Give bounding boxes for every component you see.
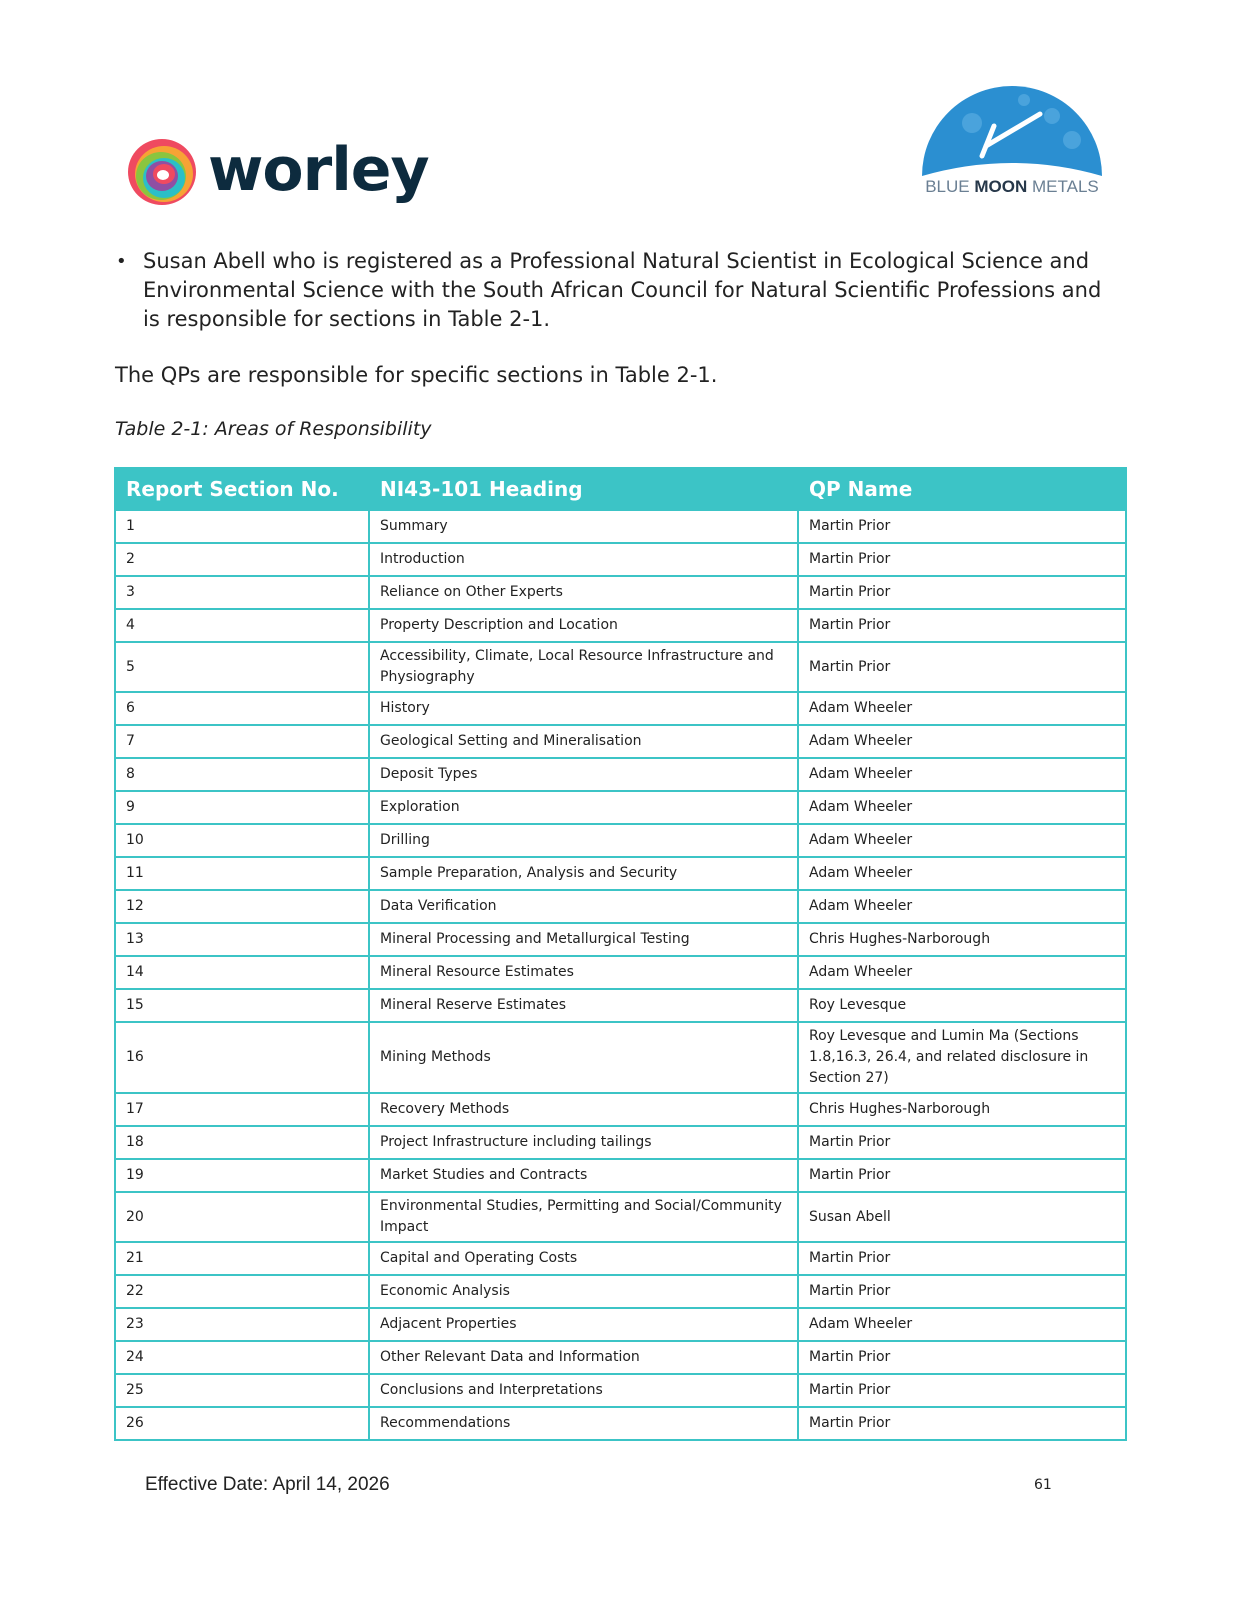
cell-section-no: 23 bbox=[115, 1308, 369, 1341]
cell-section-no: 20 bbox=[115, 1192, 369, 1242]
table-row bbox=[115, 1022, 1126, 1093]
cell-section-no: 10 bbox=[115, 824, 369, 857]
cell-qp-name: Martin Prior bbox=[798, 510, 1126, 543]
cell-qp-name: Martin Prior bbox=[798, 1407, 1126, 1440]
table-row bbox=[115, 1374, 1126, 1407]
cell-heading: Recovery Methods bbox=[369, 1093, 798, 1126]
cell-heading: Mining Methods bbox=[369, 1022, 798, 1093]
header-section-no: Report Section No. bbox=[115, 468, 369, 510]
cell-section-no: 6 bbox=[115, 692, 369, 725]
moon-icon bbox=[912, 78, 1112, 178]
logo-word-blue: BLUE bbox=[925, 177, 970, 196]
header-qp-name: QP Name bbox=[798, 468, 1126, 510]
table-row bbox=[115, 824, 1126, 857]
cell-section-no: 26 bbox=[115, 1407, 369, 1440]
table-row bbox=[115, 1275, 1126, 1308]
effective-date: Effective Date: April 14, 2026 bbox=[145, 1474, 390, 1495]
cell-section-no: 11 bbox=[115, 857, 369, 890]
cell-qp-name: Adam Wheeler bbox=[798, 692, 1126, 725]
cell-qp-name: Adam Wheeler bbox=[798, 956, 1126, 989]
cell-qp-name: Martin Prior bbox=[798, 1374, 1126, 1407]
cell-section-no: 17 bbox=[115, 1093, 369, 1126]
cell-qp-name: Roy Levesque bbox=[798, 989, 1126, 1022]
cell-heading: Mineral Processing and Metallurgical Testing bbox=[369, 923, 798, 956]
cell-qp-name: Martin Prior bbox=[798, 1126, 1126, 1159]
cell-heading: Mineral Resource Estimates bbox=[369, 956, 798, 989]
table-row bbox=[115, 543, 1126, 576]
cell-heading: Recommendations bbox=[369, 1407, 798, 1440]
cell-qp-name: Adam Wheeler bbox=[798, 824, 1126, 857]
cell-qp-name: Chris Hughes-Narborough bbox=[798, 923, 1126, 956]
table-row bbox=[115, 1341, 1126, 1374]
table-row bbox=[115, 791, 1126, 824]
cell-heading: Deposit Types bbox=[369, 758, 798, 791]
table-row bbox=[115, 1242, 1126, 1275]
cell-heading: Property Description and Location bbox=[369, 609, 798, 642]
body-paragraph: The QPs are responsible for specific sections in Table 2-1. bbox=[115, 363, 718, 387]
cell-qp-name: Adam Wheeler bbox=[798, 758, 1126, 791]
table-row bbox=[115, 758, 1126, 791]
cell-section-no: 25 bbox=[115, 1374, 369, 1407]
cell-qp-name: Martin Prior bbox=[798, 1275, 1126, 1308]
cell-section-no: 14 bbox=[115, 956, 369, 989]
worley-logo-text: worley bbox=[208, 135, 429, 205]
cell-section-no: 24 bbox=[115, 1341, 369, 1374]
cell-qp-name: Adam Wheeler bbox=[798, 890, 1126, 923]
cell-section-no: 12 bbox=[115, 890, 369, 923]
cell-heading: Exploration bbox=[369, 791, 798, 824]
cell-section-no: 19 bbox=[115, 1159, 369, 1192]
cell-qp-name: Adam Wheeler bbox=[798, 725, 1126, 758]
cell-qp-name: Roy Levesque and Lumin Ma (Sections 1.8,16.3, 26.4, and related disclosure in Section 27) bbox=[798, 1022, 1126, 1093]
cell-section-no: 7 bbox=[115, 725, 369, 758]
header-heading: NI43-101 Heading bbox=[369, 468, 798, 510]
cell-qp-name: Martin Prior bbox=[798, 1242, 1126, 1275]
logo-word-metals: METALS bbox=[1032, 177, 1099, 196]
cell-qp-name: Adam Wheeler bbox=[798, 857, 1126, 890]
bullet-paragraph: Susan Abell who is registered as a Professional Natural Scientist in Ecological Science and Environmental Science with the South African Council for Natural Scientific Professions and is responsible for sections in Table 2-1. bbox=[143, 249, 1102, 331]
table-row bbox=[115, 1093, 1126, 1126]
table-row bbox=[115, 1159, 1126, 1192]
cell-heading: Economic Analysis bbox=[369, 1275, 798, 1308]
bullet-point: • bbox=[116, 251, 127, 272]
cell-heading: Geological Setting and Mineralisation bbox=[369, 725, 798, 758]
cell-section-no: 5 bbox=[115, 642, 369, 692]
cell-qp-name: Chris Hughes-Narborough bbox=[798, 1093, 1126, 1126]
logo-word-moon: MOON bbox=[974, 177, 1028, 196]
cell-heading: Summary bbox=[369, 510, 798, 543]
cell-heading: Accessibility, Climate, Local Resource Infrastructure and Physiography bbox=[369, 642, 798, 692]
cell-heading: History bbox=[369, 692, 798, 725]
cell-heading: Market Studies and Contracts bbox=[369, 1159, 798, 1192]
table-row bbox=[115, 609, 1126, 642]
table-row bbox=[115, 956, 1126, 989]
cell-qp-name: Martin Prior bbox=[798, 1341, 1126, 1374]
cell-qp-name: Martin Prior bbox=[798, 543, 1126, 576]
cell-heading: Data Verification bbox=[369, 890, 798, 923]
cell-section-no: 4 bbox=[115, 609, 369, 642]
cell-heading: Other Relevant Data and Information bbox=[369, 1341, 798, 1374]
cell-heading: Project Infrastructure including tailings bbox=[369, 1126, 798, 1159]
table-row bbox=[115, 692, 1126, 725]
worley-swirl-icon bbox=[124, 136, 204, 216]
table-row bbox=[115, 1126, 1126, 1159]
blue-moon-metals-logo bbox=[912, 78, 1112, 202]
cell-heading: Introduction bbox=[369, 543, 798, 576]
cell-heading: Mineral Reserve Estimates bbox=[369, 989, 798, 1022]
cell-section-no: 2 bbox=[115, 543, 369, 576]
cell-qp-name: Martin Prior bbox=[798, 1159, 1126, 1192]
table-row bbox=[115, 923, 1126, 956]
cell-section-no: 3 bbox=[115, 576, 369, 609]
cell-section-no: 22 bbox=[115, 1275, 369, 1308]
table-row bbox=[115, 576, 1126, 609]
cell-qp-name: Adam Wheeler bbox=[798, 1308, 1126, 1341]
cell-qp-name: Adam Wheeler bbox=[798, 791, 1126, 824]
cell-heading: Capital and Operating Costs bbox=[369, 1242, 798, 1275]
worley-logo bbox=[124, 136, 434, 216]
table-caption: Table 2-1: Areas of Responsibility bbox=[115, 418, 432, 440]
page-number: 61 bbox=[1034, 1477, 1052, 1493]
cell-section-no: 15 bbox=[115, 989, 369, 1022]
cell-qp-name: Susan Abell bbox=[798, 1192, 1126, 1242]
cell-heading: Environmental Studies, Permitting and Social/Community Impact bbox=[369, 1192, 798, 1242]
cell-heading: Drilling bbox=[369, 824, 798, 857]
cell-section-no: 21 bbox=[115, 1242, 369, 1275]
cell-section-no: 16 bbox=[115, 1022, 369, 1093]
cell-section-no: 13 bbox=[115, 923, 369, 956]
responsibility-table-wrapper bbox=[114, 467, 1125, 1441]
table-header-row bbox=[115, 468, 1126, 510]
cell-heading: Adjacent Properties bbox=[369, 1308, 798, 1341]
table-row bbox=[115, 890, 1126, 923]
table-row bbox=[115, 510, 1126, 543]
table-row bbox=[115, 1308, 1126, 1341]
blue-moon-metals-wordmark bbox=[912, 177, 1112, 197]
table-row bbox=[115, 989, 1126, 1022]
cell-qp-name: Martin Prior bbox=[798, 609, 1126, 642]
cell-qp-name: Martin Prior bbox=[798, 576, 1126, 609]
cell-qp-name: Martin Prior bbox=[798, 642, 1126, 692]
table-row bbox=[115, 725, 1126, 758]
cell-section-no: 1 bbox=[115, 510, 369, 543]
table-row bbox=[115, 1192, 1126, 1242]
cell-section-no: 18 bbox=[115, 1126, 369, 1159]
table-row bbox=[115, 1407, 1126, 1440]
cell-heading: Reliance on Other Experts bbox=[369, 576, 798, 609]
responsibility-table bbox=[114, 467, 1127, 1441]
cell-section-no: 9 bbox=[115, 791, 369, 824]
table-row bbox=[115, 857, 1126, 890]
cell-section-no: 8 bbox=[115, 758, 369, 791]
cell-heading: Sample Preparation, Analysis and Security bbox=[369, 857, 798, 890]
cell-heading: Conclusions and Interpretations bbox=[369, 1374, 798, 1407]
table-body bbox=[115, 510, 1126, 1440]
table-row bbox=[115, 642, 1126, 692]
